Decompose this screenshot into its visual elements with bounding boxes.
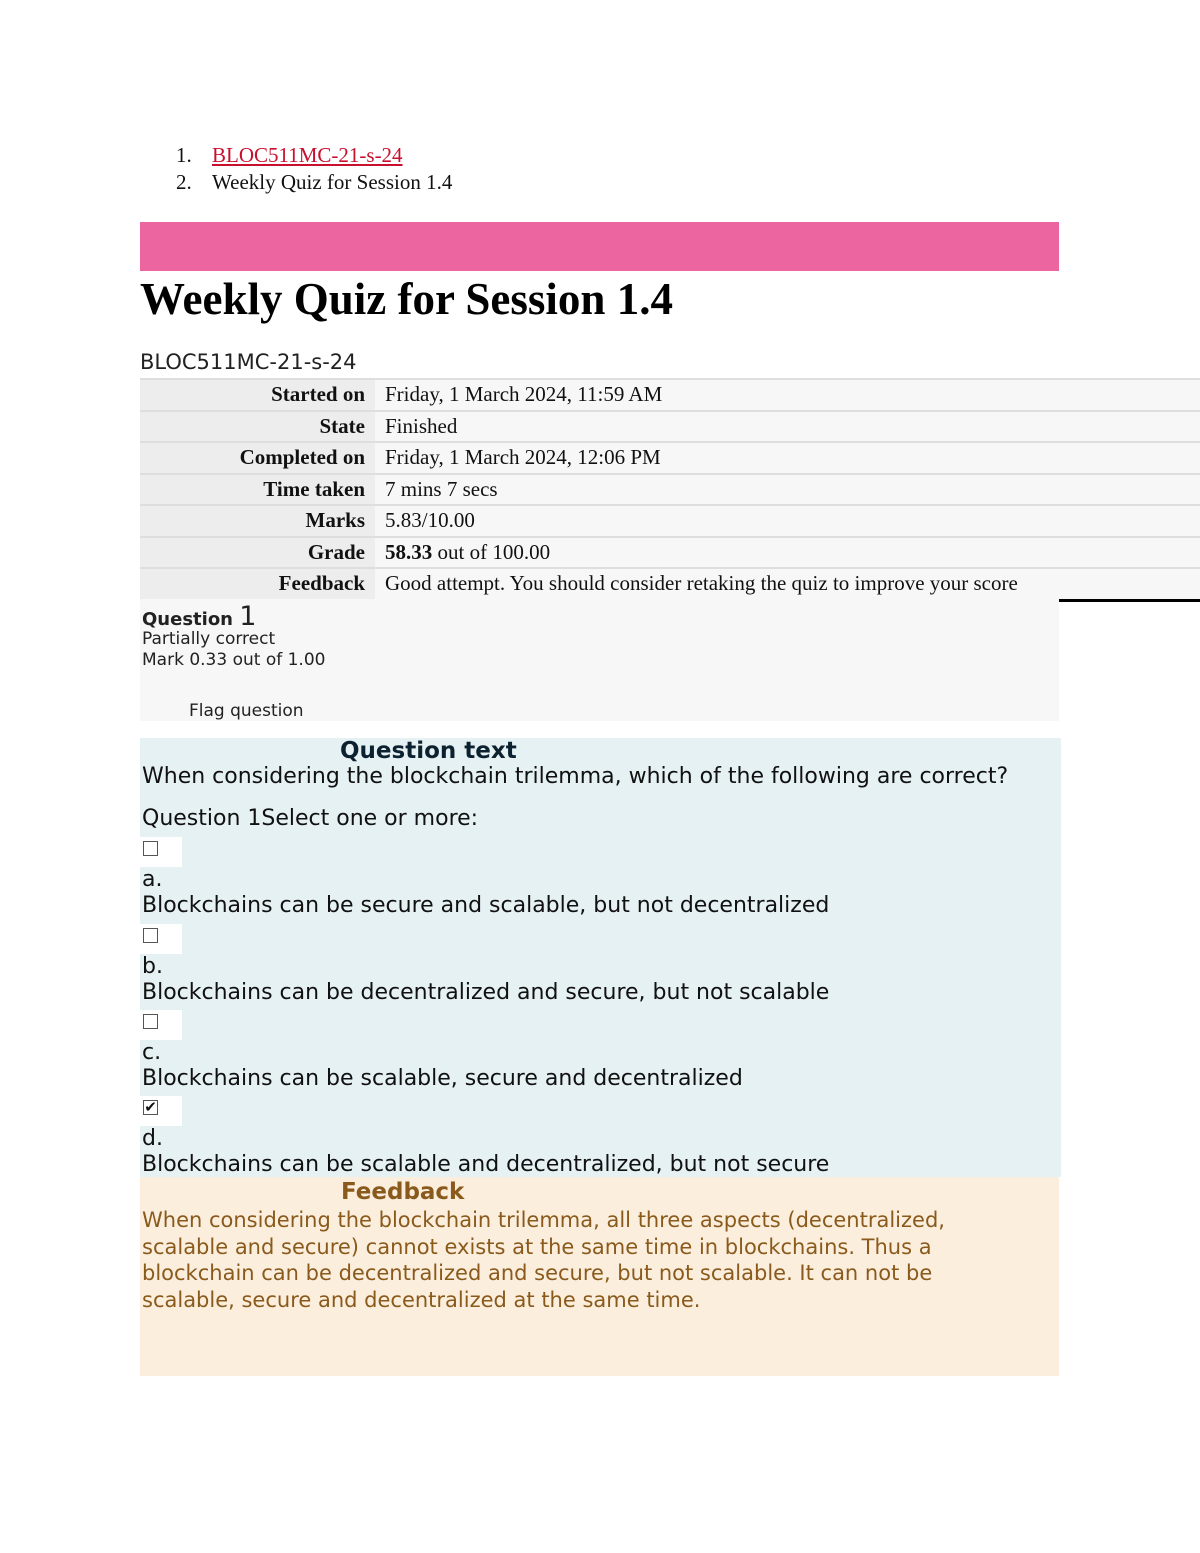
question-prompt: When considering the blockchain trilemma, which of the following are correct? <box>142 764 1009 789</box>
summary-value: Friday, 1 March 2024, 12:06 PM <box>375 442 1200 474</box>
summary-value <box>375 537 1200 569</box>
breadcrumb-current: Weekly Quiz for Session 1.4 <box>212 170 453 194</box>
grade-value: 58.33 <box>385 539 433 564</box>
breadcrumb-item-course <box>140 142 452 169</box>
checkbox-wrapper <box>140 1096 182 1126</box>
question-text-panel <box>140 738 1061 1177</box>
checkbox-a[interactable] <box>143 841 158 856</box>
question-info-panel <box>140 599 1059 721</box>
feedback-text: When considering the blockchain trilemma, all three aspects (decentralized, scalable and secure) cannot exists at the same time in blockchains. Thus a blockchain can be decentralized and secure, but not scalable. It can not be scalable, secure and decentralized at the same time. <box>142 1208 945 1312</box>
feedback-panel <box>140 1177 1059 1376</box>
summary-label: Started on <box>140 379 375 411</box>
checkbox-wrapper <box>140 837 182 867</box>
question-label: Question <box>142 609 233 630</box>
summary-value: 7 mins 7 secs <box>375 474 1200 506</box>
summary-row-time <box>140 474 1200 506</box>
flag-question-button[interactable]: Flag question <box>189 701 304 721</box>
checkbox-c[interactable] <box>143 1014 158 1029</box>
summary-row-started <box>140 379 1200 411</box>
answer-option-a[interactable] <box>140 837 829 919</box>
summary-label: Grade <box>140 537 375 569</box>
question-number-value: 1 <box>239 601 257 632</box>
summary-label: Completed on <box>140 442 375 474</box>
select-hint: Question 1Select one or more: <box>142 806 479 831</box>
option-letter: a. <box>142 867 163 892</box>
feedback-heading: Feedback <box>341 1179 465 1205</box>
summary-row-marks <box>140 505 1200 537</box>
checkbox-wrapper <box>140 1010 182 1040</box>
summary-row-completed <box>140 442 1200 474</box>
breadcrumb <box>140 142 452 196</box>
header-banner <box>140 222 1059 271</box>
question-mark: Mark 0.33 out of 1.00 <box>142 650 326 670</box>
breadcrumb-number: 1. <box>176 143 192 167</box>
attempt-summary-table <box>140 378 1200 602</box>
summary-label: Feedback <box>140 568 375 600</box>
question-state: Partially correct <box>142 629 276 649</box>
checkbox-b[interactable] <box>143 928 158 943</box>
checkbox-wrapper <box>140 924 182 954</box>
option-letter: c. <box>142 1040 162 1065</box>
question-number <box>142 601 256 632</box>
checkbox-d[interactable]: ✔ <box>144 1098 157 1116</box>
course-link[interactable]: BLOC511MC-21-s-24 <box>212 143 403 167</box>
summary-label: Marks <box>140 505 375 537</box>
summary-label: Time taken <box>140 474 375 506</box>
summary-value: Friday, 1 March 2024, 11:59 AM <box>375 379 1200 411</box>
option-text: Blockchains can be scalable and decentralized, but not secure <box>142 1152 830 1177</box>
summary-row-feedback <box>140 568 1200 600</box>
option-text: Blockchains can be decentralized and secure, but not scalable <box>142 980 830 1005</box>
summary-label: State <box>140 411 375 443</box>
summary-value: 5.83/10.00 <box>375 505 1200 537</box>
summary-row-grade <box>140 537 1200 569</box>
summary-value: Finished <box>375 411 1200 443</box>
summary-value: Good attempt. You should consider retaking the quiz to improve your score <box>375 568 1200 600</box>
summary-row-state <box>140 411 1200 443</box>
answer-option-b[interactable] <box>140 924 829 1006</box>
option-letter: b. <box>142 954 163 979</box>
answer-option-c[interactable] <box>140 1010 743 1092</box>
breadcrumb-item-quiz <box>140 169 452 196</box>
question-text-heading: Question text <box>340 738 517 764</box>
breadcrumb-number: 2. <box>176 170 192 194</box>
course-code: BLOC511MC-21-s-24 <box>140 350 357 374</box>
page-title: Weekly Quiz for Session 1.4 <box>140 274 673 324</box>
answer-option-d[interactable] <box>140 1096 829 1178</box>
grade-total: out of 100.00 <box>437 539 551 564</box>
option-text: Blockchains can be scalable, secure and decentralized <box>142 1066 743 1091</box>
option-letter: d. <box>142 1126 163 1151</box>
option-text: Blockchains can be secure and scalable, but not decentralized <box>142 893 830 918</box>
